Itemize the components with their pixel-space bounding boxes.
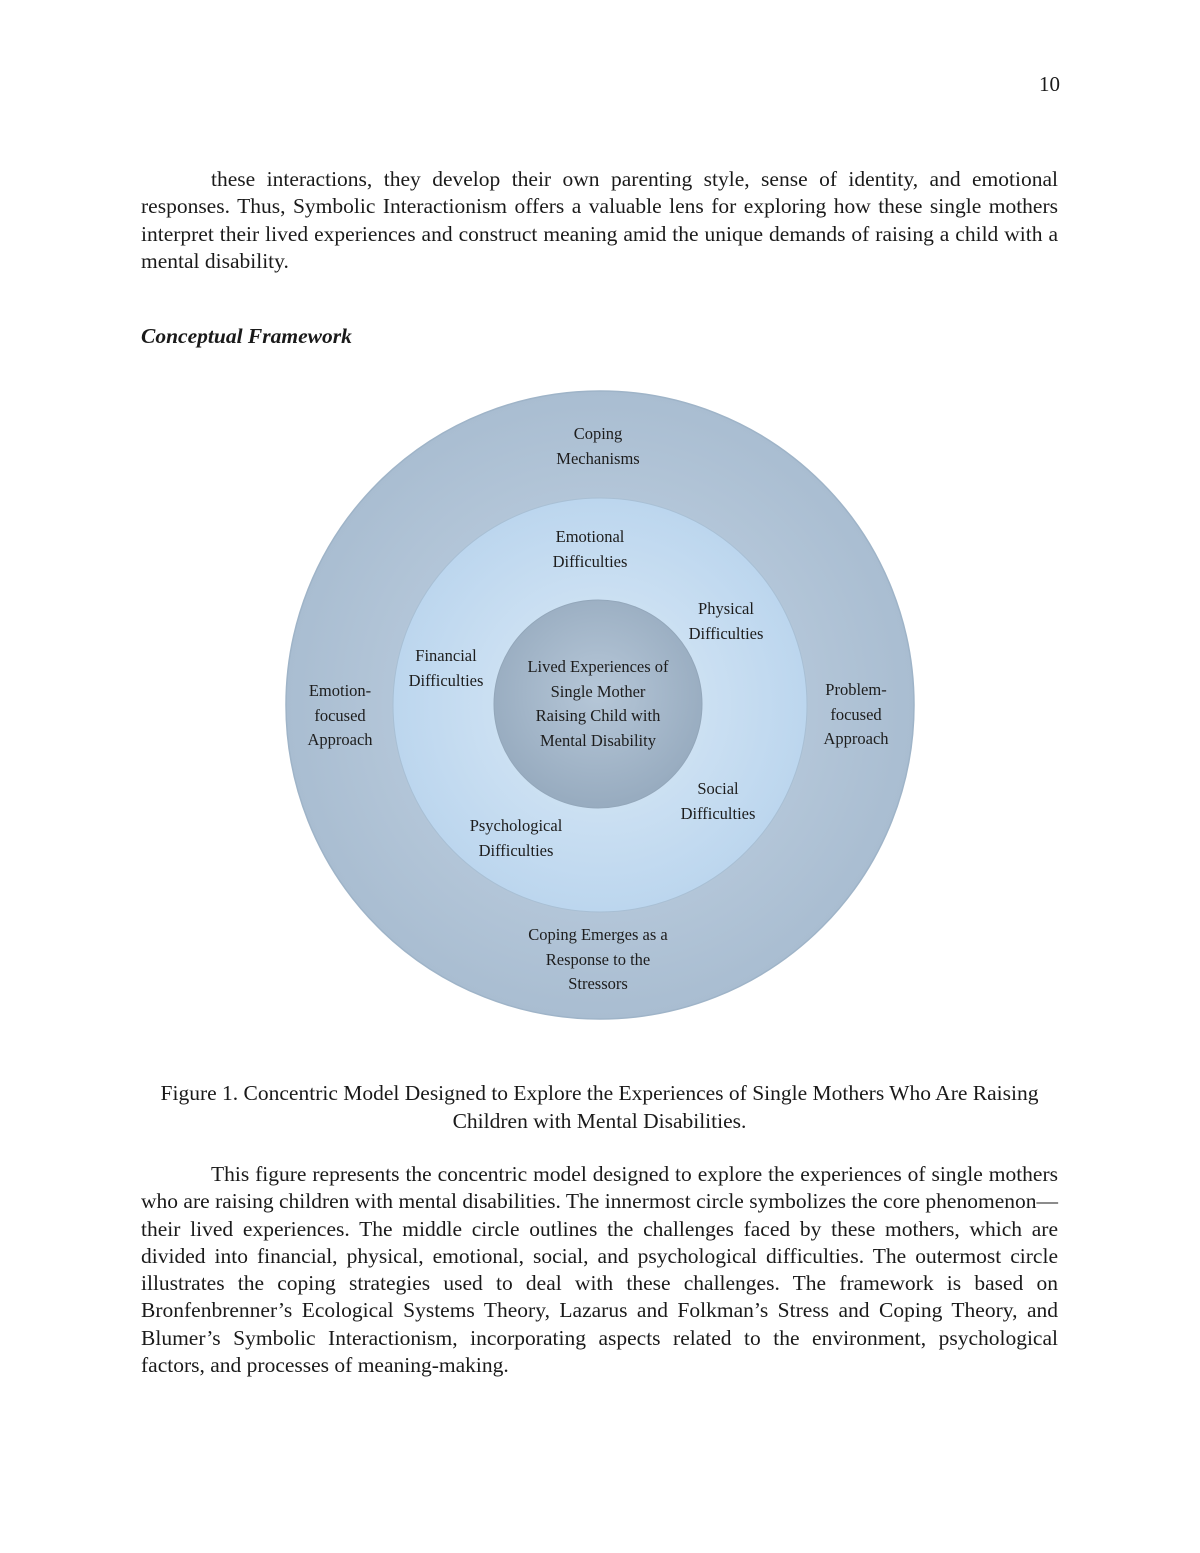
label-emotion-focused: Emotion- focused Approach (307, 681, 373, 749)
label-core-lived-experiences: Lived Experiences of Single Mother Raising Child with Mental Disability (527, 657, 669, 750)
intro-paragraph: these interactions, they develop their own parenting style, sense of identity, and emotional responses. Thus, Symbolic Interactionism offers a valuable lens for exploring how these single mothers interpret their lived experiences and construct meaning amid the unique demands of raising a child with a mental disability. (141, 167, 1058, 273)
label-coping-emerges: Coping Emerges as a Response to the Stressors (528, 925, 668, 993)
label-problem-focused: Problem- focused Approach (823, 680, 889, 748)
label-social-difficulties: Social Difficulties (680, 779, 756, 823)
label-coping-mechanisms: Coping Mechanisms (556, 424, 640, 468)
concentric-diagram (280, 385, 920, 1025)
label-physical-difficulties: Physical Difficulties (688, 599, 764, 643)
label-emotional-difficulties: Emotional Difficulties (552, 527, 628, 571)
description-paragraph: This figure represents the concentric model designed to explore the experiences of single mothers who are raising children with mental disabilities. The innermost circle symbolizes the core phenomenon—their lived experiences. The middle circle outlines the challenges faced by these mothers, which are divided into financial, physical, emotional, social, and psychological difficulties. The outermost circle illustrates the coping strategies used to deal with these challenges. The framework is based on Bronfenbrenner’s Ecological Systems Theory, Lazarus and Folkman’s Stress and Coping Theory, and Blumer’s Symbolic Interactionism, incorporating aspects related to the environment, psychological factors, and processes of meaning-making. (141, 1162, 1058, 1378)
label-financial-difficulties: Financial Difficulties (408, 646, 484, 690)
page-number: 10 (1039, 72, 1060, 96)
figure-caption: Figure 1. Concentric Model Designed to Explore the Experiences of Single Mothers Who Are Raising Children with Mental Disabilities. (160, 1081, 1039, 1133)
section-heading: Conceptual Framework (141, 324, 352, 348)
label-psychological-difficulties: Psychological Difficulties (469, 816, 563, 860)
